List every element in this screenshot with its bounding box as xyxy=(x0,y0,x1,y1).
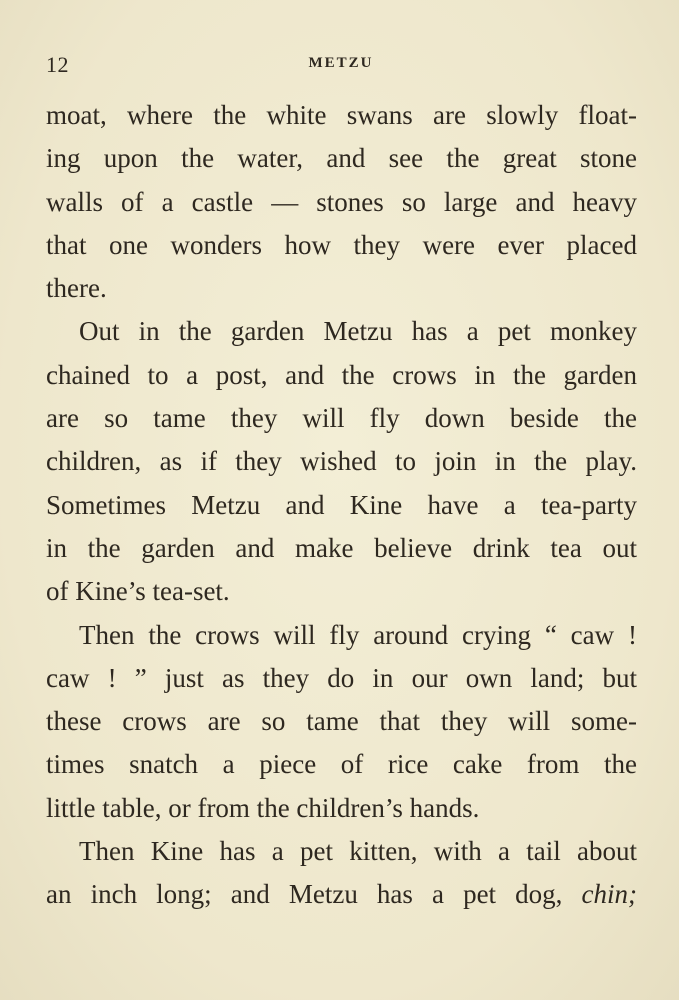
text-line: ing upon the water, and see the great stone xyxy=(46,143,637,174)
text-line: that one wonders how they were ever placed xyxy=(46,229,637,260)
paragraph xyxy=(46,94,637,310)
text-line: in the garden and make believe drink tea out xyxy=(46,532,637,563)
text-line: walls of a castle — stones so large and heavy xyxy=(46,186,637,217)
text-line: Out in the garden Metzu has a pet monkey xyxy=(79,316,637,347)
text-line: of Kine’s tea-set. xyxy=(46,576,230,607)
text-line: chained to a post, and the crows in the garden xyxy=(46,359,637,390)
text-line: Then the crows will fly around crying “ caw ! xyxy=(79,619,637,650)
text-line: times snatch a piece of rice cake from the xyxy=(46,749,637,780)
text-fragment: an inch long; and Metzu has a pet dog, xyxy=(46,879,563,910)
text-line: are so tame they will fly down beside the xyxy=(46,403,637,434)
page-number: 12 xyxy=(46,52,69,77)
italic-word: chin; xyxy=(581,879,637,910)
text-line: little table, or from the children’s hands. xyxy=(46,792,480,823)
paragraph xyxy=(46,614,637,830)
text-line: moat, where the white swans are slowly float- xyxy=(46,100,637,130)
body-text xyxy=(46,94,637,917)
text-line: there. xyxy=(46,273,107,304)
text-line: Then Kine has a pet kitten, with a tail about xyxy=(79,836,637,867)
text-line: Sometimes Metzu and Kine have a tea-party xyxy=(46,489,637,520)
running-head xyxy=(46,52,636,80)
paragraph xyxy=(46,830,637,917)
text-line: children, as if they wished to join in the play. xyxy=(46,446,637,477)
text-line: caw ! ” just as they do in our own land; but xyxy=(46,662,637,693)
running-title: METZU xyxy=(308,55,374,71)
paragraph xyxy=(46,310,637,613)
text-line xyxy=(46,873,637,916)
text-line: these crows are so tame that they will some- xyxy=(46,706,637,737)
